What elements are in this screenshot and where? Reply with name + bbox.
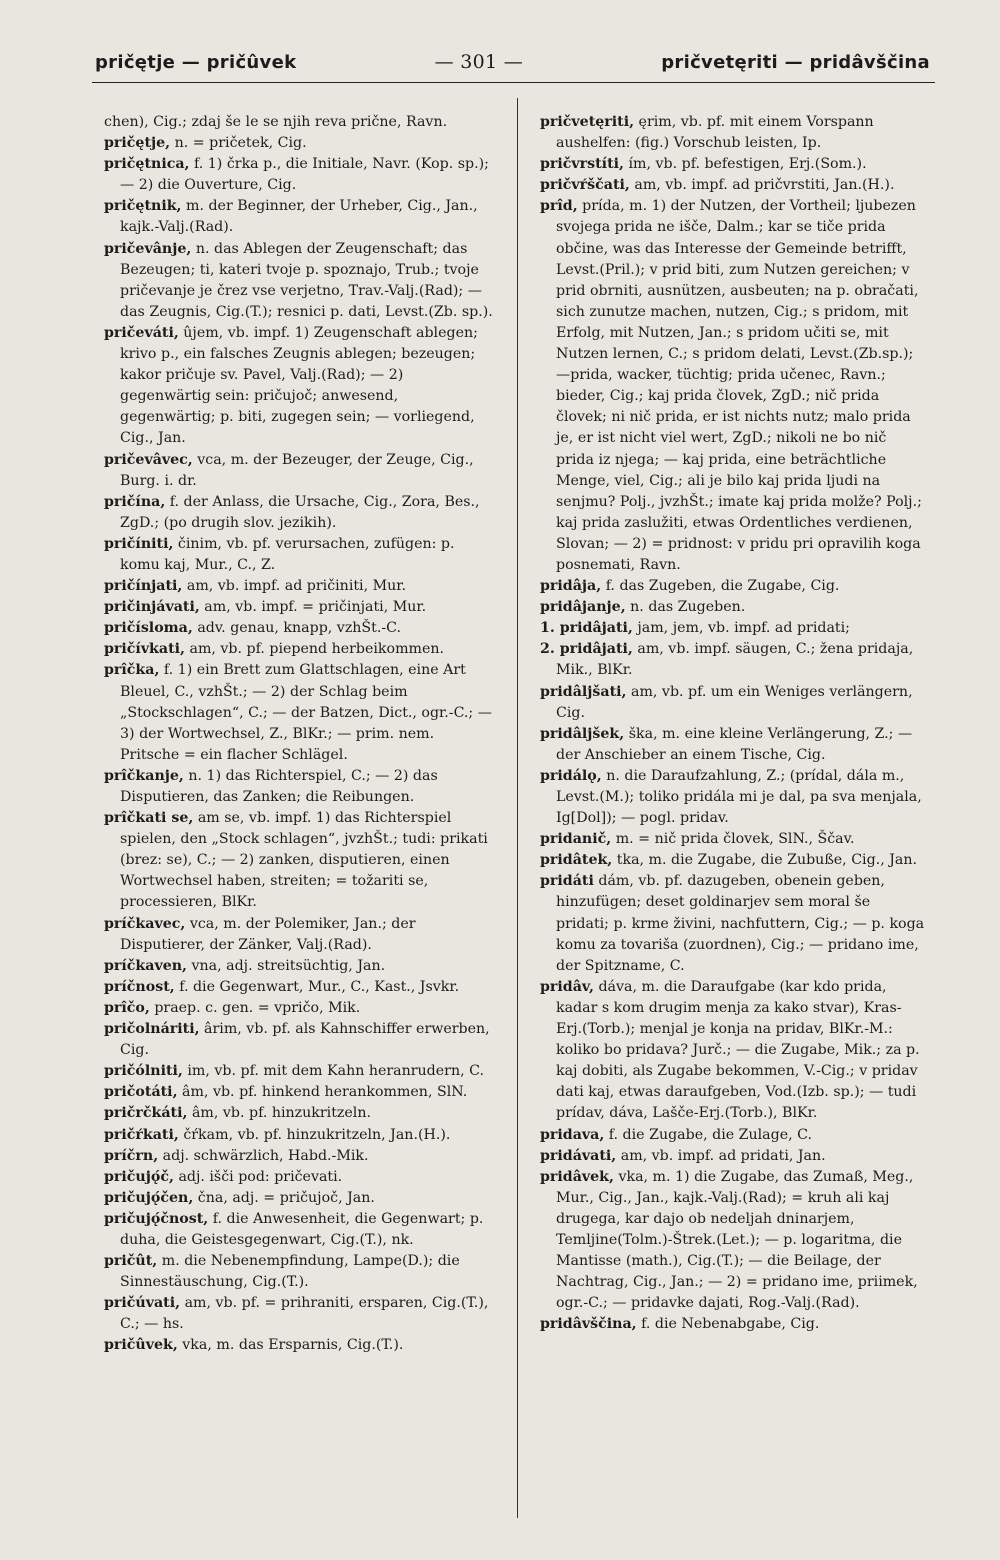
dictionary-entry bbox=[104, 1293, 494, 1335]
dictionary-entry bbox=[540, 597, 926, 618]
entry-headword: pridávati, bbox=[540, 1147, 617, 1164]
dictionary-entry bbox=[540, 682, 926, 724]
entry-headword: pričúvati, bbox=[104, 1295, 181, 1312]
entry-text: am, vb. pf. piepend herbeikommen. bbox=[189, 641, 445, 658]
entry-headword: príčrn, bbox=[104, 1147, 159, 1164]
entry-headword: 1. pridâjati, bbox=[540, 620, 633, 637]
entry-headword: pridâja, bbox=[540, 578, 602, 595]
entry-text: f. die Gegenwart, Mur., C., Kast., Jsvkr. bbox=[179, 978, 460, 995]
header-left-range: pričętje — pričûvek bbox=[95, 51, 297, 73]
dictionary-entry bbox=[104, 1061, 494, 1082]
entry-text: f. 1) črka p., die Initiale, Navr. (Kop. sp.); — 2) die Ouverture, Cig. bbox=[120, 156, 489, 194]
entry-headword: pričínjati, bbox=[104, 578, 183, 595]
entry-headword: pričętnik, bbox=[104, 198, 182, 215]
entry-text: čna, adj. = pričujoč, Jan. bbox=[197, 1189, 375, 1206]
dictionary-entry bbox=[540, 1146, 926, 1167]
entry-text: f. der Anlass, die Ursache, Cig., Zora, Bes., ZgD.; (po drugih slov. jezikih). bbox=[120, 493, 480, 531]
dictionary-entry bbox=[104, 1167, 494, 1188]
entry-text: am, vb. impf. ad pridati, Jan. bbox=[620, 1147, 826, 1164]
entry-text: dám, vb. pf. dazugeben, obenein geben, hinzufügen; deset goldinarjev sem moral še pridati; p. krme živini, nachfuttern, Cig.; — p. koga komu za tovariša (zuordnen), Cig.; — pridano ime, der Spitzname, C. bbox=[556, 873, 925, 974]
entry-text: f. die Zugabe, die Zulage, C. bbox=[608, 1126, 812, 1143]
entry-text: âm, vb. pf. hinzukritzeln. bbox=[191, 1105, 371, 1122]
entry-text: n. die Daraufzahlung, Z.; (prídal, dála m., Levst.(M.); toliko pridála mi je dal, pa sva menjala, Ig[Dol]); — pogl. pridav. bbox=[556, 767, 922, 827]
entry-headword: pričísloma, bbox=[104, 620, 193, 637]
entry-headword: pridâljšati, bbox=[540, 683, 627, 700]
entry-headword: pričinjávati, bbox=[104, 599, 200, 616]
entry-text: vka, m. das Ersparnis, Cig.(T.). bbox=[182, 1337, 404, 1354]
entry-headword: príčnost, bbox=[104, 978, 175, 995]
entry-text: praep. c. gen. = vpričo, Mik. bbox=[154, 999, 361, 1016]
dictionary-entry bbox=[104, 133, 494, 154]
entry-text: ârim, vb. pf. als Kahnschiffer erwerben, Cig. bbox=[120, 1021, 490, 1059]
entry-text: tka, m. die Zugabe, die Zubuße, Cig., Jan. bbox=[616, 852, 918, 869]
entry-headword: pričólniti, bbox=[104, 1063, 183, 1080]
entry-text: m. der Beginner, der Urheber, Cig., Jan., kajk.-Valj.(Rad). bbox=[120, 198, 478, 236]
dictionary-entry bbox=[540, 196, 926, 576]
entry-headword: pričujǫ́čen, bbox=[104, 1189, 194, 1206]
entry-text: am, vb. pf. um ein Weniges verlängern, Cig. bbox=[556, 683, 913, 721]
dictionary-entry bbox=[104, 956, 494, 977]
entry-headword: prîčo, bbox=[104, 999, 150, 1016]
entry-text: činim, vb. pf. verursachen, zufügen: p. komu kaj, Mur., C., Z. bbox=[120, 535, 455, 573]
dictionary-entry bbox=[104, 618, 494, 639]
dictionary-entry bbox=[540, 724, 926, 766]
entry-headword: pričolnáriti, bbox=[104, 1021, 200, 1038]
entry-text: f. 1) ein Brett zum Glattschlagen, eine Art Bleuel, C., vzhŠt.; — 2) der Schlag beim „Stockschlagen“, C.; — der Batzen, Dict., ogr.-C.; — 3) der Wortwechsel, Z., BlKr.; — prim. nem. Pritsche = ein flacher Schlägel. bbox=[120, 662, 492, 763]
page-number: — 301 — bbox=[434, 51, 524, 73]
dictionary-entry bbox=[104, 639, 494, 660]
entry-headword: pričût, bbox=[104, 1253, 158, 1270]
page-header bbox=[95, 46, 930, 78]
dictionary-entry bbox=[104, 977, 494, 998]
entry-text: am, vb. impf. ad pričiniti, Mur. bbox=[186, 578, 407, 595]
entry-headword: pričevânje, bbox=[104, 240, 192, 257]
column-divider bbox=[517, 98, 518, 1518]
dictionary-entry bbox=[540, 576, 926, 597]
entry-text: am se, vb. impf. 1) das Richterspiel spielen, den „Stock schlagen“, jvzhŠt.; tudi: prikati (brez: se), C.; — 2) zanken, disputieren, einen Wortwechsel haben, streiten; = tožariti se, processieren, BlKr. bbox=[120, 810, 488, 911]
left-column bbox=[104, 112, 494, 1357]
entry-text: adj. išči pod: pričevati. bbox=[178, 1168, 343, 1185]
entry-headword: pridâv, bbox=[540, 978, 594, 995]
dictionary-entry bbox=[104, 154, 494, 196]
entry-headword: prîčka, bbox=[104, 662, 160, 679]
dictionary-entry bbox=[540, 766, 926, 829]
entry-text: chen), Cig.; zdaj še le se njih reva prične, Ravn. bbox=[104, 114, 448, 130]
entry-text: vka, m. 1) die Zugabe, das Zumaß, Meg., Mur., Cig., Jan., kajk.-Valj.(Rad); = kruh ali kaj drugega, kar dajo ob nedeljah dninarjem, Temljine(Tolm.)-Štrek.(Let.); — p. logaritma, die Mantisse (math.), Cig.(T.); — die Beilage, der Nachtrag, Cig., Jan.; — 2) = pridano ime, priimek, ogr.-C.; — pridavke dajati, Rog.-Valj.(Rad). bbox=[556, 1168, 918, 1312]
entry-text: čŕkam, vb. pf. hinzukritzeln, Jan.(H.). bbox=[183, 1126, 451, 1143]
dictionary-entry bbox=[540, 1125, 926, 1146]
entry-text: n. das Ablegen der Zeugenschaft; das Bezeugen; ti, kateri tvoje p. spoznajo, Trub.; tvoje pričevanje je črez vse verjetno, Trav.-Valj.(Rad); — das Zeugnis, Cig.(T.); resnici p. dati, Levst.(Zb. sp.). bbox=[120, 240, 493, 320]
entry-text: vna, adj. streitsüchtig, Jan. bbox=[191, 957, 386, 974]
entry-headword: pridâjanje, bbox=[540, 599, 626, 616]
dictionary-entry bbox=[104, 1251, 494, 1293]
dictionary-entry bbox=[104, 112, 494, 133]
entry-text: vca, m. der Bezeuger, der Zeuge, Cig., Burg. i. dr. bbox=[120, 451, 474, 489]
entry-text: m. die Nebenempfindung, Lampe(D.); die Sinnestäuschung, Cig.(T.). bbox=[120, 1253, 460, 1291]
entry-text: n. das Zugeben. bbox=[630, 599, 746, 616]
entry-text: f. die Anwesenheit, die Gegenwart; p. duha, die Geistesgegenwart, Cig.(T.), nk. bbox=[120, 1210, 484, 1248]
dictionary-entry bbox=[104, 196, 494, 238]
entry-headword: pričotáti, bbox=[104, 1084, 178, 1101]
entry-headword: pridâtek, bbox=[540, 852, 613, 869]
entry-headword: pričívkati, bbox=[104, 641, 185, 658]
entry-text: ęrim, vb. pf. mit einem Vorspann aushelfen: (fig.) Vorschub leisten, Ip. bbox=[556, 114, 874, 152]
dictionary-entry bbox=[104, 1082, 494, 1103]
entry-headword: pričvŕščati, bbox=[540, 177, 630, 194]
entry-text: f. das Zugeben, die Zugabe, Cig. bbox=[605, 578, 840, 595]
dictionary-entry bbox=[104, 1019, 494, 1061]
entry-headword: pridanič, bbox=[540, 831, 612, 848]
entry-text: m. = nič prida človek, SlN., Ščav. bbox=[615, 831, 855, 848]
dictionary-entry bbox=[104, 1103, 494, 1124]
dictionary-entry bbox=[540, 175, 926, 196]
dictionary-entry bbox=[104, 1125, 494, 1146]
dictionary-entry bbox=[104, 323, 494, 450]
entry-headword: pričevâvec, bbox=[104, 451, 193, 468]
header-rule bbox=[92, 82, 935, 83]
entry-headword: prîčkati se, bbox=[104, 810, 194, 827]
entry-text: adv. genau, knapp, vzhŠt.-C. bbox=[197, 620, 402, 637]
entry-text: ím, vb. pf. befestigen, Erj.(Som.). bbox=[628, 156, 867, 173]
dictionary-entry bbox=[104, 1335, 494, 1356]
dictionary-entry bbox=[104, 660, 494, 765]
right-column bbox=[540, 112, 926, 1335]
entry-text: n. = pričetek, Cig. bbox=[174, 135, 307, 152]
entry-text: prída, m. 1) der Nutzen, der Vortheil; ljubezen svojega prida ne išče, Dalm.; kar se tiče prida občine, was das Interesse der Gemeinde betrifft, Levst.(Pril.); v prid biti, zum Nutzen gereichen; v prid obrniti, ausnützen, ausbeuten; na p. obračati, sich zunutze machen, nutzen, Cig.; s pridom, mit Erfolg, mit Nutzen, Jan.; s pridom učiti se, mit Nutzen lernen, C.; s pridom delati, Levst.(Zb.sp.);—prida, wacker, tüchtig; prida učenec, Ravn.; bieder, Cig.; kaj prida človek, ZgD.; nič prida človek; ni nič prida, er ist nichts nutz; malo prida je, er ist nicht viel wert, ZgD.; nikoli ne bo nič prida iz njega; — kaj prida, eine beträchtliche Menge, viel, Cig.; ali je bilo kaj prida ljudi na senjmu? Polj., jvzhŠt.; imate kaj prida molže? Polj.; kaj prida zaslužiti, etwas Ordentliches verdienen, Slovan; — 2) = pridnost: v pridu pri opravilih koga posnemati, Ravn. bbox=[556, 198, 922, 573]
entry-headword: pričûvek, bbox=[104, 1337, 178, 1354]
dictionary-entry bbox=[104, 914, 494, 956]
entry-text: im, vb. pf. mit dem Kahn heranrudern, C. bbox=[187, 1063, 484, 1080]
entry-headword: pričrčkáti, bbox=[104, 1105, 188, 1122]
entry-text: adj. schwärzlich, Habd.-Mik. bbox=[162, 1147, 369, 1164]
entry-headword: pričvrstíti, bbox=[540, 156, 624, 173]
dictionary-entry bbox=[104, 576, 494, 597]
entry-headword: pričíniti, bbox=[104, 535, 174, 552]
entry-headword: pričeváti, bbox=[104, 324, 179, 341]
entry-headword: pridálǫ, bbox=[540, 767, 602, 784]
entry-text: ûjem, vb. impf. 1) Zeugenschaft ablegen; krivo p., ein falsches Zeugnis ablegen; bezeugen; kakor pričuje sv. Pavel, Valj.(Rad); — 2) gegenwärtig sein: pričujoč; anwesend, gegenwärtig; p. biti, zugegen sein; — vorliegend, Cig., Jan. bbox=[120, 324, 478, 447]
entry-headword: pridâvščina, bbox=[540, 1316, 637, 1333]
entry-headword: príčkaven, bbox=[104, 957, 187, 974]
entry-headword: pričujǫ́čnost, bbox=[104, 1210, 209, 1227]
dictionary-entry bbox=[540, 850, 926, 871]
entry-headword: pričętje, bbox=[104, 135, 171, 152]
dictionary-entry bbox=[540, 112, 926, 154]
entry-headword: pričujǫ́č, bbox=[104, 1168, 174, 1185]
dictionary-entry bbox=[104, 1146, 494, 1167]
entry-headword: prîčkanje, bbox=[104, 767, 184, 784]
entry-headword: pridâvek, bbox=[540, 1168, 614, 1185]
entry-text: vca, m. der Polemiker, Jan.; der Disputierer, der Zänker, Valj.(Rad). bbox=[120, 915, 416, 953]
entry-text: am, vb. impf. = pričinjati, Mur. bbox=[204, 599, 427, 616]
dictionary-entry bbox=[104, 808, 494, 913]
entry-headword: pridâljšek, bbox=[540, 725, 625, 742]
dictionary-entry bbox=[540, 154, 926, 175]
entry-headword: pridáti bbox=[540, 873, 594, 890]
dictionary-entry bbox=[104, 766, 494, 808]
entry-text: am, vb. pf. = prihraniti, ersparen, Cig.(T.), C.; — hs. bbox=[120, 1295, 489, 1333]
entry-headword: pričína, bbox=[104, 493, 166, 510]
entry-headword: pričętnica, bbox=[104, 156, 190, 173]
dictionary-entry bbox=[540, 977, 926, 1125]
dictionary-entry bbox=[104, 597, 494, 618]
entry-headword: pridava, bbox=[540, 1126, 605, 1143]
dictionary-entry bbox=[540, 618, 926, 639]
entry-text: n. 1) das Richterspiel, C.; — 2) das Disputieren, das Zanken; die Reibungen. bbox=[120, 767, 438, 805]
dictionary-entry bbox=[104, 239, 494, 323]
entry-headword: pričŕkati, bbox=[104, 1126, 179, 1143]
entry-text: am, vb. impf. ad pričvrstiti, Jan.(H.). bbox=[634, 177, 895, 194]
entry-text: am, vb. impf. säugen, C.; žena pridaja, Mik., BlKr. bbox=[556, 641, 914, 679]
dictionary-entry bbox=[540, 1167, 926, 1315]
dictionary-entry bbox=[104, 450, 494, 492]
entry-headword: prîd, bbox=[540, 198, 578, 215]
entry-headword: príčkavec, bbox=[104, 915, 186, 932]
dictionary-entry bbox=[540, 1314, 926, 1335]
entry-text: âm, vb. pf. hinkend herankommen, SlN. bbox=[182, 1084, 468, 1101]
dictionary-entry bbox=[540, 639, 926, 681]
header-right-range: pričvetęriti — pridâvščina bbox=[661, 51, 930, 73]
dictionary-entry bbox=[104, 1209, 494, 1251]
dictionary-entry bbox=[104, 1188, 494, 1209]
entry-headword: 2. pridâjati, bbox=[540, 641, 633, 658]
dictionary-entry bbox=[104, 998, 494, 1019]
dictionary-entry bbox=[104, 492, 494, 534]
dictionary-entry bbox=[104, 534, 494, 576]
entry-text: dáva, m. die Daraufgabe (kar kdo prida, kadar s kom drugim menja za kako stvar), Kras-Erj.(Torb.); menjal je konja na pridav, BlKr.-M.: koliko bo pridava? Jurč.; — die Zugabe, Mik.; za p. kaj dobiti, als Zugabe bekommen, V.-Cig.; v pridav dati kaj, etwas daraufgeben, Vod.(Izb. sp.); — tudi prídav, dáva, Lašče-Erj.(Torb.), BlKr. bbox=[556, 978, 920, 1122]
dictionary-entry bbox=[540, 871, 926, 976]
entry-headword: pričvetęriti, bbox=[540, 114, 635, 130]
entry-text: jam, jem, vb. impf. ad pridati; bbox=[637, 620, 850, 637]
entry-text: f. die Nebenabgabe, Cig. bbox=[641, 1316, 820, 1333]
dictionary-entry bbox=[540, 829, 926, 850]
entry-text: ška, m. eine kleine Verlängerung, Z.; — der Anschieber an einem Tische, Cig. bbox=[556, 725, 913, 763]
